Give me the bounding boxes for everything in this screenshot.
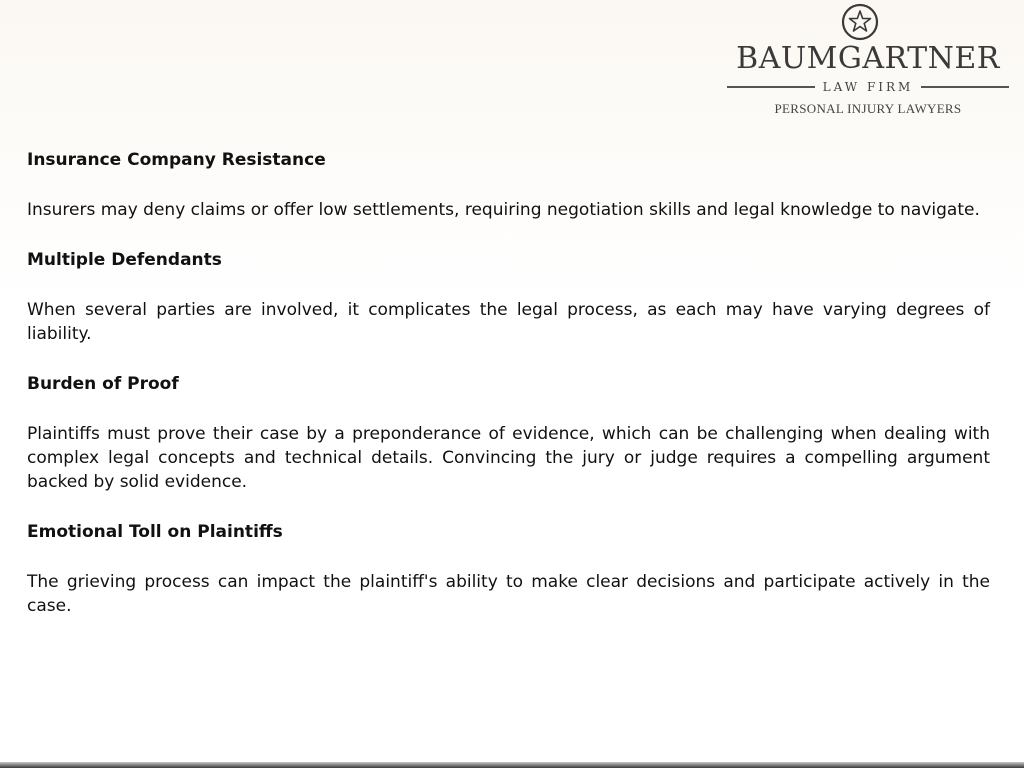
section-insurance-resistance [27,148,990,222]
section-body: When several parties are involved, it complicates the legal process, as each may have varying degrees of liability. [27,300,990,344]
firm-logo [722,0,1014,122]
logo-tagline: PERSONAL INJURY LAWYERS [774,101,962,116]
section-burden-of-proof [27,372,990,494]
section-heading: Insurance Company Resistance [27,150,326,170]
slide-content [27,148,990,644]
section-multiple-defendants [27,248,990,346]
star-emblem-icon [841,3,879,41]
logo-firm-label: LAW FIRM [822,80,914,94]
logo-rule-right [921,86,1009,88]
section-heading: Multiple Defendants [27,250,222,270]
bottom-divider-bar [0,762,1024,768]
logo-name: BAUMGARTNER [736,41,1000,76]
section-body: The grieving process can impact the plaintiff's ability to make clear decisions and participate actively in the case. [27,572,990,616]
section-heading: Emotional Toll on Plaintiffs [27,522,283,542]
logo-firm-row [727,78,1009,96]
section-body: Insurers may deny claims or offer low settlements, requiring negotiation skills and legal knowledge to navigate. [27,200,980,220]
logo-rule-left [727,86,815,88]
section-heading: Burden of Proof [27,374,179,394]
section-emotional-toll [27,520,990,618]
section-body: Plaintiffs must prove their case by a preponderance of evidence, which can be challenging when dealing with complex legal concepts and technical details. Convincing the jury or judge requires a compelling argument backed by solid evidence. [27,424,990,492]
